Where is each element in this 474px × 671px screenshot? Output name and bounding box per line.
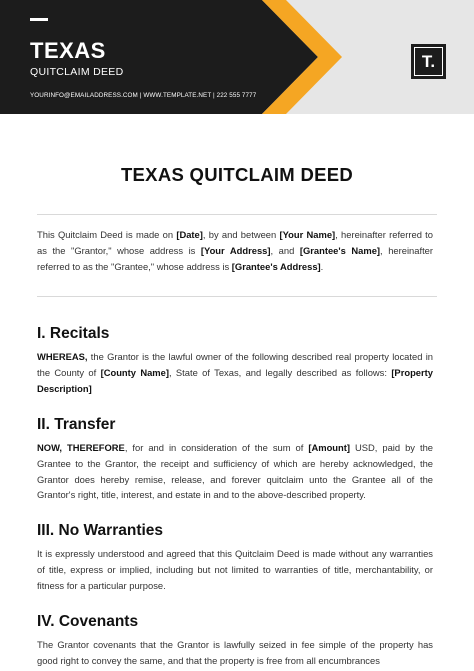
bold-text-run: [Your Address] — [200, 244, 271, 256]
bold-text-run: [Property Description] — [37, 366, 433, 394]
text-run: , for and in consideration of the sum of — [124, 442, 309, 453]
bold-text-run: [Date] — [176, 229, 203, 240]
divider-bottom — [37, 296, 437, 297]
text-run: , by and between — [202, 229, 280, 240]
bold-text-run: [Amount] — [308, 442, 350, 453]
text-run: the Grantor is the lawful owner of the following described real property located in the County of — [37, 351, 433, 378]
section-heading-transfer: II. Transfer — [37, 416, 116, 433]
section-body-covenants — [37, 637, 433, 669]
template-logo — [411, 44, 446, 79]
header-contact-info: YOURINFO@EMAILADDRESS.COM | WWW.TEMPLATE.NET | 222 555 7777 — [30, 92, 257, 99]
section-body-transfer — [37, 440, 433, 503]
header-subtitle: QUITCLAIM DEED — [30, 66, 124, 78]
text-run: , hereinafter referred to as the "Grantor," whose address is — [37, 229, 433, 256]
section-heading-recitals: I. Recitals — [37, 325, 110, 342]
text-run: . — [320, 260, 324, 272]
bold-text-run: NOW, THEREFORE — [37, 442, 125, 453]
section-body-no-warranties — [37, 546, 433, 593]
text-run: , State of Texas, and legally described as follows: — [168, 366, 392, 378]
text-run: The Grantor covenants that the Grantor is lawfully seized in fee simple of the property has good right to convey the same, and that the property is free from all encumbrances — [37, 639, 433, 666]
document-title: TEXAS QUITCLAIM DEED — [120, 164, 354, 185]
document-header — [0, 0, 474, 114]
bold-text-run: WHEREAS, — [37, 351, 88, 362]
section-body-recitals — [37, 349, 433, 396]
bold-text-run: [Your Name] — [279, 229, 336, 240]
bold-text-run: [Grantee's Address] — [231, 260, 321, 272]
bold-text-run: [Grantee's Name] — [299, 244, 381, 256]
header-title: TEXAS — [30, 38, 106, 63]
text-run: , hereinafter referred to as the "Grantee," whose address is — [37, 244, 434, 272]
logo-letter: T. — [414, 47, 443, 76]
header-dash — [30, 18, 48, 21]
text-run: It is expressly understood and agreed that this Quitclaim Deed is made without any warranties of title, express or implied, including but not limited to warranties of title, merchantability, or fitness for a particular purpose. — [37, 548, 433, 591]
divider-top — [37, 214, 437, 215]
bold-text-run: [County Name] — [100, 366, 169, 378]
section-heading-no-warranties: III. No Warranties — [37, 522, 164, 539]
section-heading-covenants: IV. Covenants — [37, 613, 139, 630]
text-run: USD, paid by the Grantee to the Grantor, the receipt and sufficiency of which are hereby acknowledged, the Grantor does hereby remise, release, and forever quitclaim unto the Grantee all of the Grantor's right, title, interest, and estate in and to the above-described property. — [37, 442, 434, 501]
intro-paragraph — [37, 227, 433, 274]
text-run: , and — [270, 244, 300, 256]
text-run: This Quitclaim Deed is made on — [37, 229, 177, 240]
